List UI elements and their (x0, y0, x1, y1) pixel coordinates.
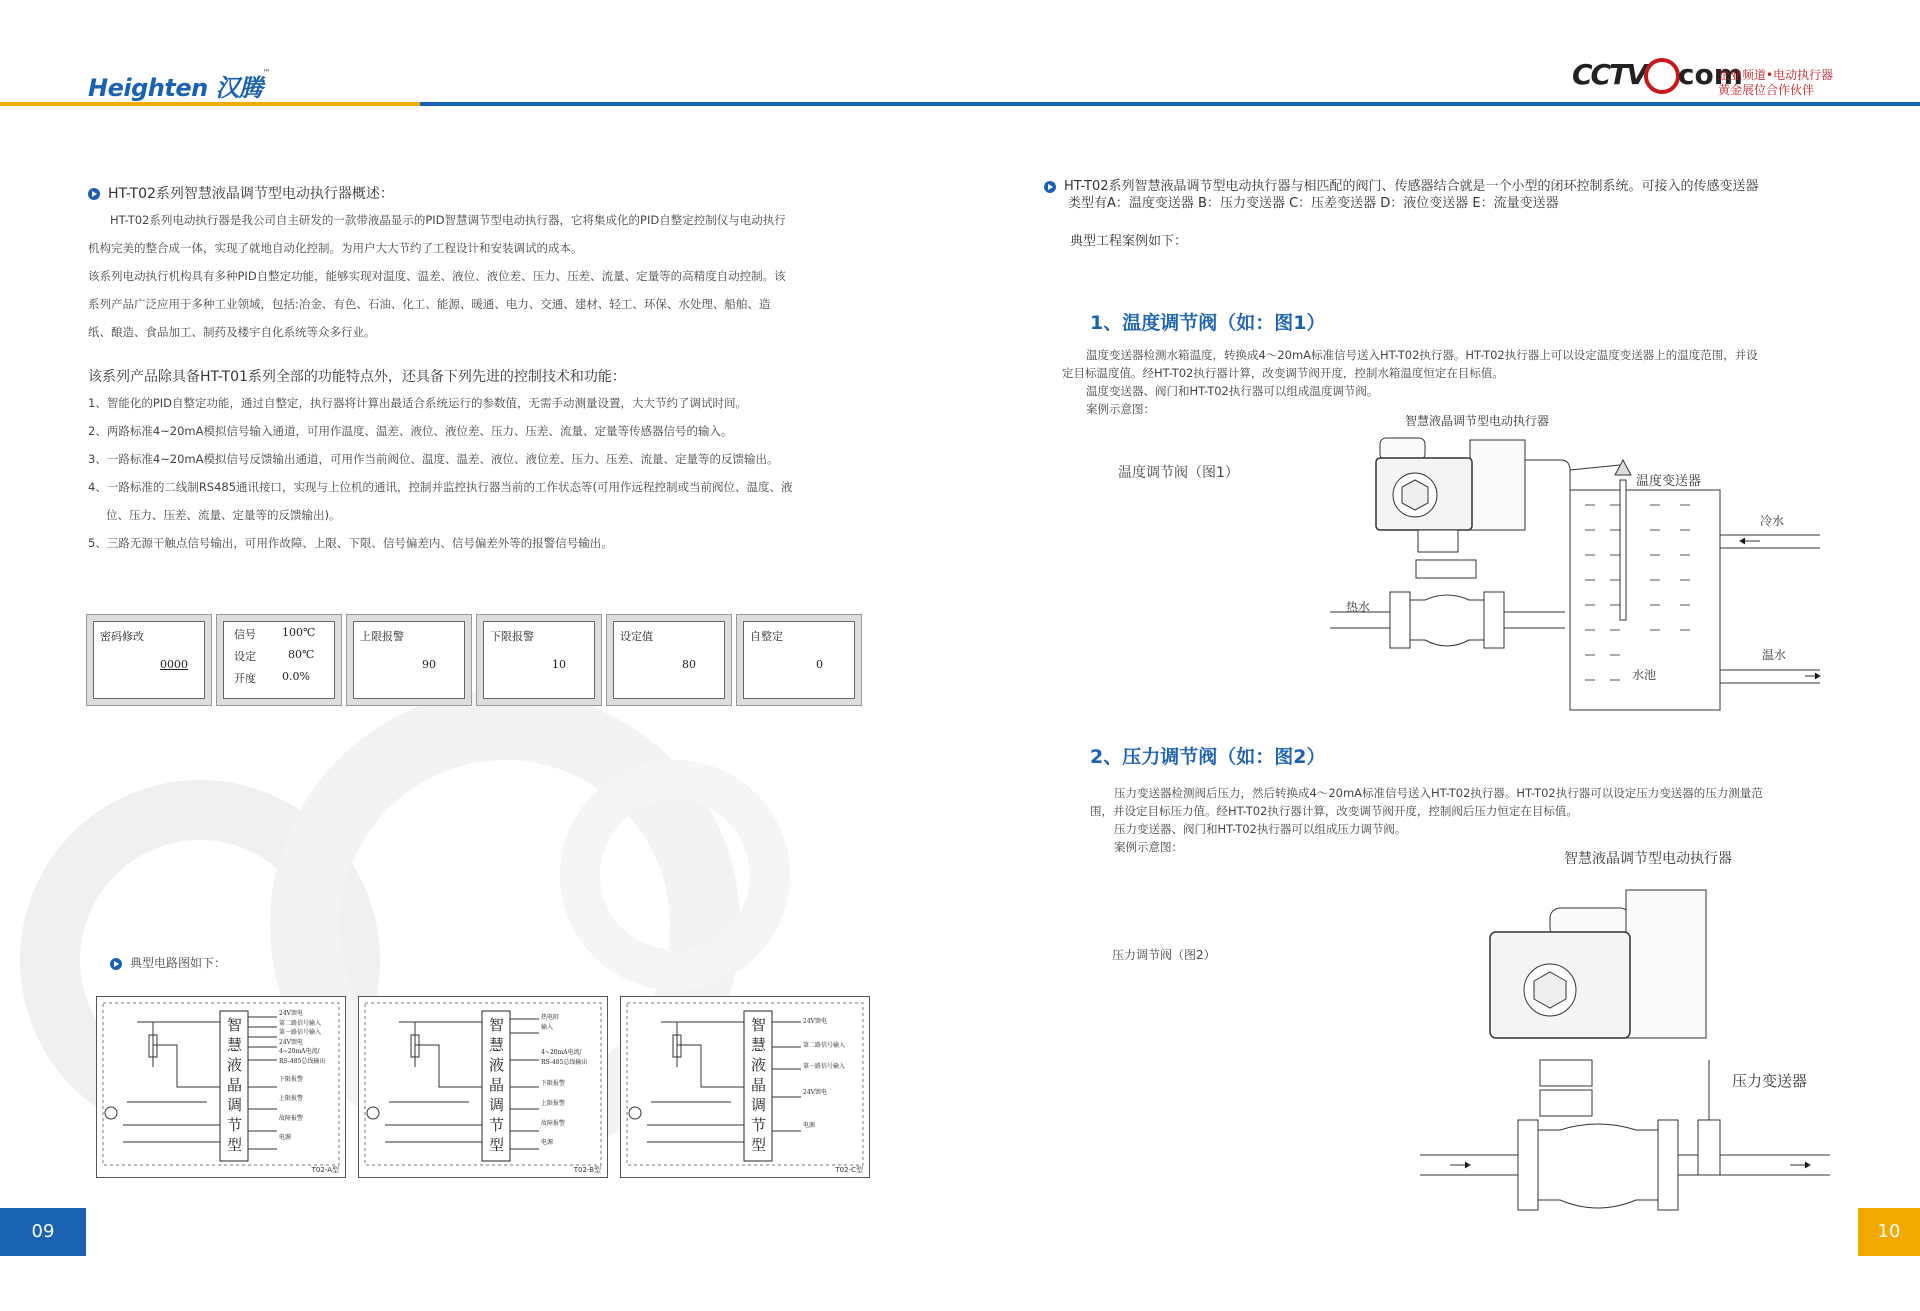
page-number-right: 10 (1858, 1208, 1920, 1256)
lcd-panel-lower-alarm: 下限报警 10 (476, 614, 602, 706)
cold-water-label: 冷水 (1760, 514, 1785, 528)
case2-text: 压力变送器检测阀后压力，然后转换成4～20mA标准信号送入HT-T02执行器。HT-T02执行器可以设定压力变送器的压力测量范 围，并设定目标压力值。经HT-T02执行器计算，改变调节阀开度，控制阀后压力恒定在目标值。 压力变送器、阀门和HT-T02执行器可以组成压力调节阀。 案例示意图： (1090, 786, 1763, 854)
lcd-panel-password: 密码修改 0000 (86, 614, 212, 706)
tank-label: 水池 (1632, 668, 1657, 682)
lcd-panel-autotune: 自整定 0 (736, 614, 862, 706)
circuit-diagram-b: 智慧液晶调节型 热电阻 输入 4~20mA电流/ RS-485总线输出 下限报警 上限报警 故障报警 电源 T02-B型 (358, 996, 608, 1178)
temperature-valve-diagram (1320, 420, 1840, 720)
hot-water-label: 热水 (1346, 600, 1371, 614)
warm-water-label: 温水 (1762, 648, 1787, 662)
actuator-label-1: 智慧液晶调节型电动执行器 (1405, 414, 1550, 428)
gear-icon (560, 760, 790, 990)
bullet-icon (110, 958, 122, 970)
cctv-circle-icon (1644, 58, 1680, 94)
case1-caption: 温度调节阀（图1） (1118, 465, 1239, 481)
features-list: 1、智能化的PID自整定功能，通过自整定，执行器将计算出最适合系统运行的参数值，无需手动测量设置，大大节约了调试时间。 2、两路标准4~20mA模拟信号输入通道，可用作温度、温差、液位、液位差、压力、压差、流量、定量等传感器信号的输入。 3、一路标准4~20mA模拟信号反馈输出通道，可用作当前阀位、温度、温差、液位、液位差、压力、压差、流量、定量等的反馈输出。 4、一路标准的二线制RS485通讯接口，实现与上位机的通讯，控制并监控执行器当前的工作状态等(可用作远程控制或当前阀位、温度、液 位、压力、压差、流量、定量等的反馈输出)。 5、三路无源干触点信号输出，可用作故障、上限、下限、信号偏差内、信号偏差外等的报警信号输出。 (88, 396, 793, 550)
circuit-diagram-a: 智慧液晶调节型 24V馈电 第二路信号输入 第一路信号输入 24V馈电 4~20mA电流/ RS-485总线输出 下限报警 上限报警 故障报警 电源 T02-A型 (96, 996, 346, 1178)
bullet-icon (1044, 181, 1056, 193)
case1-text: 温度变送器检测水箱温度，转换成4～20mA标准信号送入HT-T02执行器。HT-T02执行器上可以设定温度变送器上的温度范围，并设 定目标温度值。经HT-T02执行器计算，改变调节阀开度，控制水箱温度恒定在目标值。 温度变送器、阀门和HT-T02执行器可以组成温度调节阀。 案例示意图： (1062, 348, 1758, 416)
overview-title: HT-T02系列智慧液晶调节型电动执行器概述： (88, 183, 394, 203)
page-number-left: 09 (0, 1208, 86, 1256)
case2-caption: 压力调节阀（图2） (1112, 948, 1216, 962)
features-title: 该系列产品除具备HT-T01系列全部的功能特点外，还具备下列先进的控制技术和功能： (88, 369, 626, 385)
pressure-valve-diagram (1410, 880, 1840, 1220)
heighten-logo: Heighten 汉腾™ (88, 68, 271, 102)
actuator-label-2: 智慧液晶调节型电动执行器 (1564, 851, 1732, 867)
header-blue-line (420, 102, 1920, 106)
temperature-sensor-label: 温度变送器 (1636, 474, 1702, 489)
cctv-logo: CCTV com (1572, 58, 1743, 94)
circuit-diagram-c: 智慧液晶调节型 24V馈电 第二路信号输入 第一路信号输入 24V馈电 电源 T02-C型 (620, 996, 870, 1178)
case2-heading: 2、压力调节阀（如：图2） (1090, 746, 1326, 768)
case1-heading: 1、温度调节阀（如：图1） (1090, 312, 1326, 334)
lcd-panel-setpoint: 设定值 80 (606, 614, 732, 706)
lcd-panel-status: 信号 100℃ 设定 80℃ 开度 0.0% (216, 614, 342, 706)
circuit-title: 典型电路图如下： (110, 954, 226, 971)
intro-text: HT-T02系列智慧液晶调节型电动执行器与相匹配的阀门、传感器结合就是一个小型的闭环控制系统。可接入的传感变送器 类型有A：温度变送器 B：压力变送器 C：压差变送器 D：液位变送器 E：流量变送器 (1044, 178, 1759, 212)
pressure-sensor-label: 压力变送器 (1732, 1072, 1808, 1090)
cctv-slogan: 企业频道•电动执行器 黄金展位合作伙伴 (1718, 68, 1834, 97)
lcd-panel-upper-alarm: 上限报警 90 (346, 614, 472, 706)
cases-title: 典型工程案例如下： (1070, 234, 1188, 249)
overview-text: HT-T02系列电动执行器是我公司自主研发的一款带液晶显示的PID智慧调节型电动执行器，它将集成化的PID自整定控制仪与电动执行 机构完美的整合成一体，实现了就地自动化控制。为用户大大节约了工程设计和安装调试的成本。 该系列电动执行机构具有多种PID自整定功能，能够实现对温度、温差、液位、液位差、压力、压差、流量、定量等的高精度自动控制。该 系列产品广泛应用于多种工业领域，包括:冶金、有色、石油、化工、能源、暖通、电力、交通、建材、轻工、环保、水处理、船舶、造 纸、酿造、食品加工、制药及楼宇自化系统等众多行业。 (88, 213, 786, 339)
bullet-icon (88, 188, 100, 200)
